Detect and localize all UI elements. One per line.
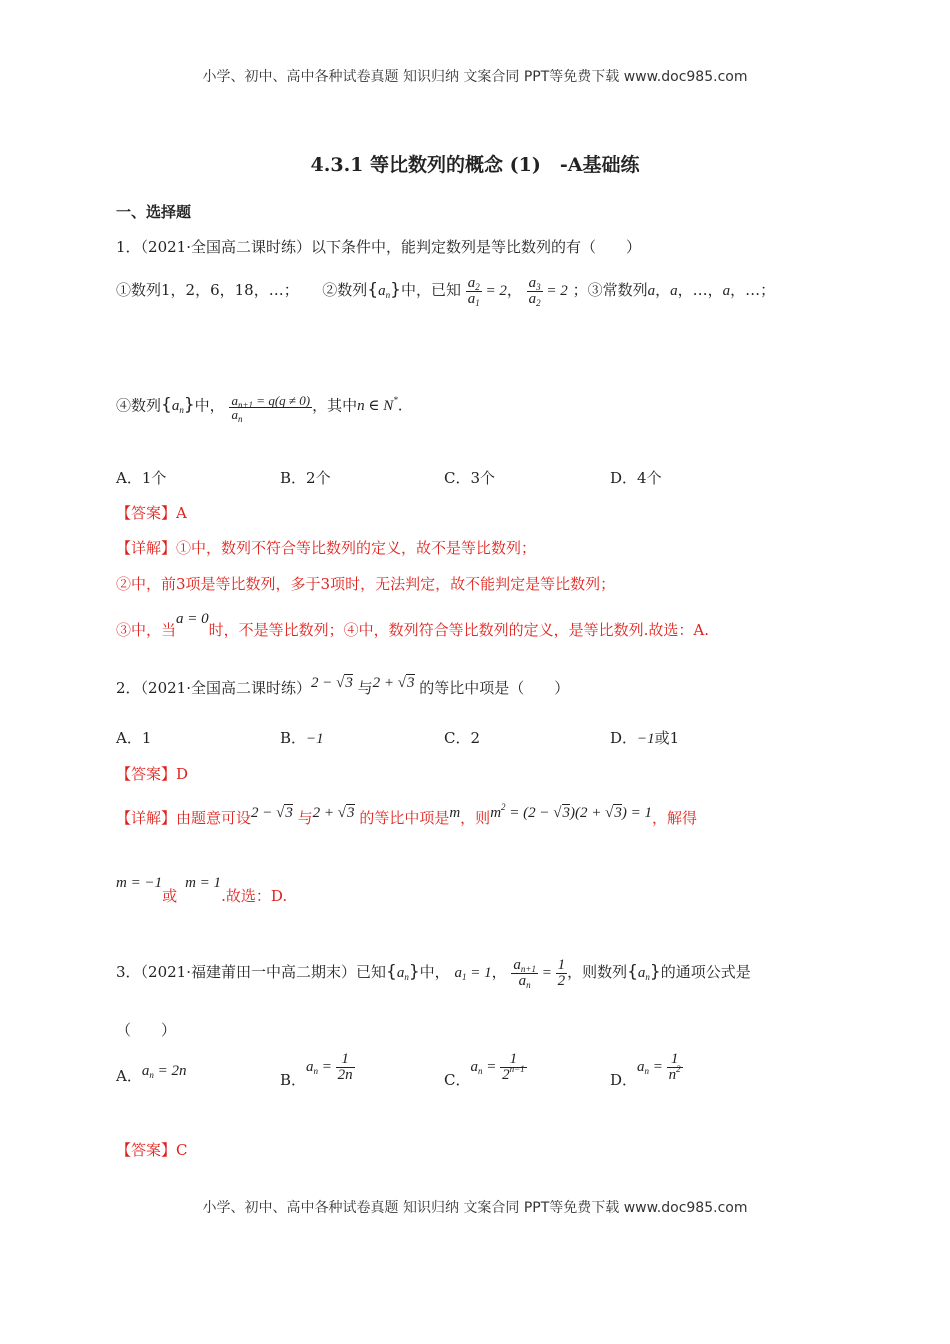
q1-option-b: B．2个 <box>280 469 331 487</box>
q2-detail-e: ，解得 <box>652 809 698 827</box>
math-a-eq-0: a = 0 <box>176 611 209 627</box>
page-header: 小学、初中、高中各种试卷真题 知识归纳 文案合同 PPT等免费下载 www.doc985.com <box>202 69 748 85</box>
q3-option-d: D．$a_n$ = $\frac{1}{n^2}$ <box>610 1051 681 1089</box>
q3-stem-d: ，则数列 <box>567 962 628 981</box>
q1-stem: 1．（2021·全国高二课时练）以下条件中，能判定数列是等比数列的有（ ） <box>116 238 641 256</box>
q3-option-a: A．$a_n = 2n$ <box>116 1063 187 1085</box>
math-m-1: m = 1 <box>185 875 222 891</box>
q1-detail-3-a: ③中，当 <box>116 621 177 639</box>
q2-option-d-label: D． <box>610 729 638 747</box>
q1-condition-4-label: ④数列 <box>116 396 162 415</box>
q3-answer: 【答案】C <box>116 1141 188 1159</box>
q1-detail-2: ②中，前3项是等比数列，多于3项时，无法判定，故不能判定是等比数列； <box>116 575 616 593</box>
q2-detail-c: 的等比中项是 <box>359 809 450 827</box>
math-2-minus-sqrt3: 2 − √3 <box>311 675 353 691</box>
q1-condition-4-tail: ，其中 <box>312 396 358 415</box>
math-ratio-half: $\frac{a_{n+1}}{a_n}$ = $\frac{1}{2}$ <box>513 957 566 990</box>
q3-option-b: B．$a_n$ = $\frac{1}{2n}$ <box>280 1051 353 1089</box>
page-footer: 小学、初中、高中各种试卷真题 知识归纳 文案合同 PPT等免费下载 www.doc985.com <box>202 1200 748 1216</box>
q2-stem-c: 的等比中项是（ ） <box>419 679 570 697</box>
q2-option-b-label: B． <box>280 729 307 747</box>
q2-stem-a: 2．（2021·全国高二课时练） <box>116 679 311 697</box>
q2-detail-end: .故选：D. <box>221 887 288 905</box>
q2-stem-b: 与 <box>357 679 373 697</box>
math-m-squared: $m^2 = (2 - √3)(2 + √3) = 1$ <box>490 802 652 821</box>
q3-option-b-label: B． <box>280 1070 307 1089</box>
math-a1-eq-1: $a_1 = 1$ <box>454 964 492 982</box>
q3-option-c-label: C． <box>444 1070 471 1089</box>
q2-detail-2 <box>116 872 288 905</box>
math-m-neg1: m = −1 <box>116 875 163 891</box>
q2-option-b: B．−1 <box>280 729 324 747</box>
q2-option-c: C．2 <box>444 729 481 747</box>
q2-detail-d: ，则 <box>460 809 491 827</box>
math-ratio-q: $\frac{a_{n+1} = q(q \ne 0)}{a_n}$ <box>231 393 311 424</box>
math-seq-an-3: $\{a_n\}$ <box>386 961 420 982</box>
q1-option-d: D．4个 <box>610 469 662 487</box>
q2-option-d-tail: 或1 <box>654 729 680 747</box>
q2-option-d: D．−1或1 <box>610 729 680 747</box>
q2-detail-a: 【详解】由题意可设 <box>116 809 252 827</box>
q3-stem-a: 3．（2021·福建莆田一中高二期末）已知 <box>116 962 386 981</box>
q2-detail-b: 与 <box>297 809 313 827</box>
section-heading: 一、选择题 <box>116 203 192 221</box>
q1-conditions-line1: ①数列1，2，6，18，…； ②数列$\{a_n\}$中，已知 $\frac{a_2}{a_1}$ = 2， $\frac{a_3}{a_2}$ = 2 ；③常数列a，a，…，a，…； <box>116 275 776 308</box>
q1-condition-1: ①数列1，2，6，18，…； <box>116 280 299 299</box>
q3-stem-b: 中， <box>419 962 450 981</box>
q1-conditions-line2: ④数列$\{a_n\}$中， $\frac{a_{n+1} = q(q \ne 0)}{a_n}$ ，其中n ∈ N*. <box>116 393 403 424</box>
q1-option-c: C．3个 <box>444 469 496 487</box>
q3-paren: （ ） <box>116 1021 177 1039</box>
math-n-in-N: n ∈ N* <box>357 395 398 415</box>
math-ratio-a2-a1: $\frac{a_2}{a_1}$ = 2 <box>467 275 507 308</box>
q1-option-a: A．1个 <box>116 469 167 487</box>
q1-detail-1: 【详解】①中，数列不符合等比数列的定义，故不是等比数列； <box>116 539 537 557</box>
q1-answer: 【答案】A <box>116 504 187 522</box>
q1-detail-3 <box>116 611 710 641</box>
q2-option-a: A．1 <box>116 729 152 747</box>
math-2-plus-sqrt3: 2 + √3 <box>372 675 415 691</box>
q1-condition-2-label: ②数列 <box>322 280 368 299</box>
q3-stem-e: 的通项公式是 <box>660 962 751 981</box>
q3-option-a-label: A． <box>116 1067 142 1085</box>
math-const-seq: a <box>647 282 656 299</box>
q1-detail-3-b: 时，不是等比数列；④中，数列符合等比数列的定义，是等比数列.故选：A. <box>208 621 710 639</box>
q3-stem: 3．（2021·福建莆田一中高二期末）已知$\{a_n\}$中， $a_1 = 1$， $\frac{a_{n+1}}{a_n}$ = $\frac{1}{2}$ ，则数列$\{a_n\}$的通项公式是 <box>116 957 751 990</box>
math-seq-an: $\{a_n\}$ <box>367 279 401 300</box>
q1-condition-2-mid: 中，已知 <box>400 280 461 299</box>
q3-stem-c: ， <box>491 962 507 981</box>
q2-answer: 【答案】D <box>116 765 189 783</box>
q1-condition-4-mid: 中， <box>194 396 225 415</box>
q1-condition-3-label: ；③常数列 <box>572 280 648 299</box>
q3-option-c: C．$a_n$ = $\frac{1}{2^{n-1}}$ <box>444 1051 525 1089</box>
page-title: 4.3.1 等比数列的概念 (1) -A基础练 <box>310 154 640 176</box>
q3-option-d-label: D． <box>610 1070 638 1089</box>
math-seq-an-2: $\{a_n\}$ <box>161 395 195 416</box>
math-ratio-a3-a2: $\frac{a_3}{a_2}$ = 2 <box>528 275 568 308</box>
q2-detail-1: 【详解】由题意可设2 − √3 与2 + √3 的等比中项是m，则$m^2 = (2 - √3)(2 + √3) = 1$，解得 <box>116 802 698 827</box>
q2-detail-or: 或 <box>162 887 178 905</box>
q2-stem <box>116 675 570 699</box>
